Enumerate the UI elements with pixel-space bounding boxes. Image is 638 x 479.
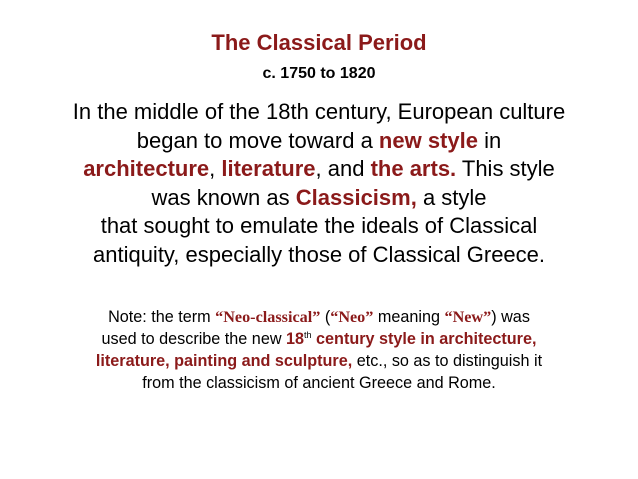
body-text: that sought to emulate the ideals of Classical: [100, 213, 538, 239]
note-text: used to describe the new: [101, 330, 287, 348]
body-line-4: [20, 184, 618, 213]
highlight-century-style: century style in architecture,: [311, 330, 537, 348]
body-text: began to move toward a: [136, 127, 379, 153]
body-text: was known as: [151, 184, 296, 210]
note-text: ) was: [491, 308, 530, 326]
ordinal-suffix: th: [304, 330, 312, 340]
body-line-2: [20, 127, 618, 156]
highlight-architecture: architecture: [83, 156, 210, 182]
highlight-the-arts: the arts.: [370, 156, 457, 182]
note-text: Note: the term: [108, 308, 216, 326]
body-line-3: [20, 155, 618, 184]
note-line-4: [20, 372, 618, 394]
highlight-neo: “Neo”: [330, 308, 374, 326]
body-line-5: [20, 212, 618, 241]
note-line-1: [20, 306, 618, 328]
highlight-literature: literature: [221, 156, 316, 182]
highlight-classicism: Classicism,: [295, 184, 417, 210]
highlight-18: 18: [286, 330, 305, 348]
body-text: In the middle of the 18th century, European culture: [72, 99, 566, 124]
highlight-neo-classical: “Neo-classical”: [215, 308, 321, 326]
body-line-6: [20, 241, 618, 270]
body-text: a style: [416, 184, 487, 210]
highlight-literature-painting-sculpture: literature, painting and sculpture,: [95, 352, 353, 370]
body-text: , and: [315, 156, 371, 182]
note-line-3: [20, 350, 618, 372]
highlight-new-style: new style: [378, 127, 478, 153]
note-text: etc., so as to distinguish it: [352, 352, 543, 370]
highlight-new: “New”: [444, 308, 492, 326]
slide-subtitle-date-range: c. 1750 to 1820: [262, 65, 376, 82]
note-paragraph: [20, 306, 618, 394]
note-text: from the classicism of ancient Greece and Rome.: [142, 374, 496, 392]
note-text: (: [320, 308, 331, 326]
note-text: meaning: [373, 308, 445, 326]
body-line-1: [20, 98, 618, 127]
body-text: antiquity, especially those of Classical Greece.: [92, 241, 546, 267]
body-paragraph: [20, 98, 618, 270]
body-text: in: [477, 127, 502, 153]
note-line-2: [20, 328, 618, 350]
body-text: This style: [456, 156, 555, 182]
body-text: ,: [209, 156, 222, 182]
slide-title: The Classical Period: [211, 30, 427, 55]
